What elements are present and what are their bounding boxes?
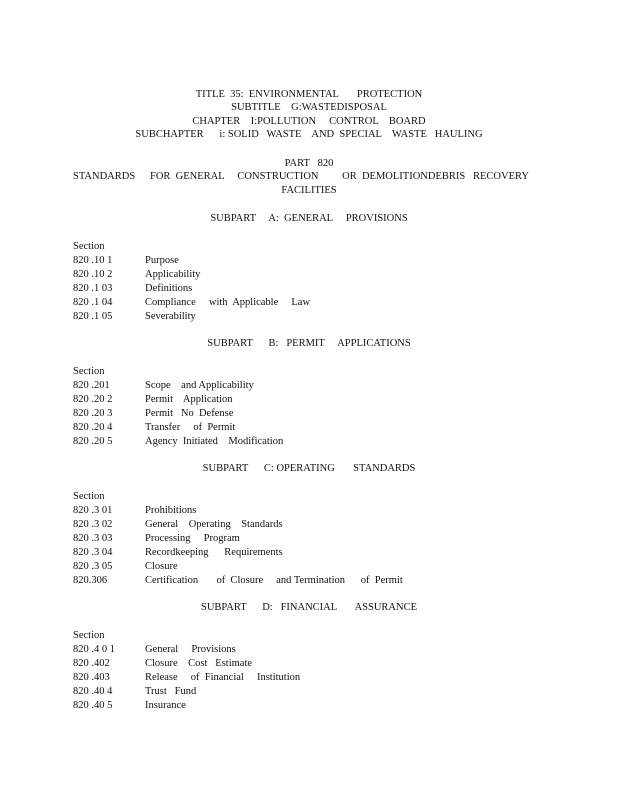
section-number: 820 .40 5 (73, 700, 113, 711)
section-title: Insurance (145, 700, 186, 711)
section-row (73, 546, 573, 560)
subpart-c-heading: SUBPART C: OPERATING STANDARDS (202, 463, 416, 474)
subtitle-line: SUBTITLE G:WASTEDISPOSAL (231, 102, 387, 113)
section-number: 820 .3 03 (73, 533, 113, 544)
section-title: Certification of Closure and Termination of Permit (145, 575, 403, 586)
section-title: Applicability (145, 269, 201, 280)
section-number: 820 .4 0 1 (73, 644, 115, 655)
section-row (73, 393, 573, 407)
subpart-a-section-list (73, 240, 573, 324)
section-row (73, 435, 573, 449)
section-number: 820 .10 2 (73, 269, 113, 280)
section-title: Trust Fund (145, 686, 197, 697)
section-label: Section (73, 630, 105, 641)
title-line: TITLE 35: ENVIRONMENTAL PROTECTION (195, 89, 423, 100)
section-number: 820 .3 02 (73, 519, 113, 530)
subpart-b-section-list (73, 365, 573, 449)
chapter-line: CHAPTER I:POLLUTION CONTROL BOARD (192, 116, 426, 127)
section-row (73, 574, 573, 588)
part-heading-continued: FACILITIES (281, 185, 337, 196)
section-number: 820 .1 05 (73, 311, 113, 322)
part-heading-middle: FOR GENERAL CONSTRUCTION OR DEMOLITIONDEBRIS (150, 171, 466, 182)
section-title: Closure (145, 561, 178, 572)
subpart-d-section-list (73, 629, 573, 713)
section-number: 820 .201 (73, 380, 110, 391)
section-title: Prohibitions (145, 505, 197, 516)
section-number: 820 .3 05 (73, 561, 113, 572)
section-number: 820 .20 4 (73, 422, 113, 433)
section-title: Severability (145, 311, 196, 322)
section-title: General Operating Standards (145, 519, 283, 530)
section-number: 820 .20 2 (73, 394, 113, 405)
section-row (73, 310, 573, 324)
section-number: 820 .20 5 (73, 436, 113, 447)
section-row (73, 532, 573, 546)
subpart-c-section-list (73, 490, 573, 588)
section-row (73, 421, 573, 435)
subchapter-line: SUBCHAPTER i: SOLID WASTE AND SPECIAL WASTE HAULING (135, 129, 483, 140)
section-row (73, 671, 573, 685)
section-number: 820 .402 (73, 658, 110, 669)
section-title: Transfer of Permit (145, 422, 236, 433)
section-title: Definitions (145, 283, 193, 294)
subpart-d-heading: SUBPART D: FINANCIAL ASSURANCE (200, 602, 418, 613)
section-label: Section (73, 491, 105, 502)
section-number: 820 .40 4 (73, 686, 113, 697)
part-heading-left: STANDARDS (73, 171, 136, 182)
section-title: Permit No Defense (145, 408, 234, 419)
section-row (73, 685, 573, 699)
section-number: 820 .3 04 (73, 547, 113, 558)
section-title: Closure Cost Estimate (145, 658, 253, 669)
section-title: Agency Initiated Modification (145, 436, 284, 447)
section-number: 820 .10 1 (73, 255, 113, 266)
section-title: Purpose (145, 255, 179, 266)
section-number: 820 .20 3 (73, 408, 113, 419)
section-title: General Provisions (145, 644, 236, 655)
part-line: PART 820 (284, 158, 334, 169)
section-title: Recordkeeping Requirements (145, 547, 283, 558)
section-title: Permit Application (145, 394, 233, 405)
section-row (73, 560, 573, 574)
section-row (73, 643, 573, 657)
section-number: 820.306 (73, 575, 108, 586)
section-row (73, 379, 573, 393)
section-row (73, 504, 573, 518)
part-heading-right: RECOVERY (473, 171, 530, 182)
section-row (73, 657, 573, 671)
section-row (73, 699, 573, 713)
section-label: Section (73, 241, 105, 252)
section-row (73, 282, 573, 296)
section-number: 820 .3 01 (73, 505, 113, 516)
section-number: 820 .1 03 (73, 283, 113, 294)
section-row (73, 518, 573, 532)
section-row (73, 296, 573, 310)
section-title: Processing Program (145, 533, 240, 544)
section-row (73, 254, 573, 268)
section-label: Section (73, 366, 105, 377)
subpart-a-heading: SUBPART A: GENERAL PROVISIONS (210, 213, 408, 224)
section-title: Scope and Applicability (145, 380, 254, 391)
section-row (73, 407, 573, 421)
section-number: 820 .403 (73, 672, 110, 683)
subpart-b-heading: SUBPART B: PERMIT APPLICATIONS (207, 338, 411, 349)
section-row (73, 268, 573, 282)
section-title: Compliance with Applicable Law (145, 297, 311, 308)
section-title: Release of Financial Institution (145, 672, 301, 683)
section-number: 820 .1 04 (73, 297, 113, 308)
